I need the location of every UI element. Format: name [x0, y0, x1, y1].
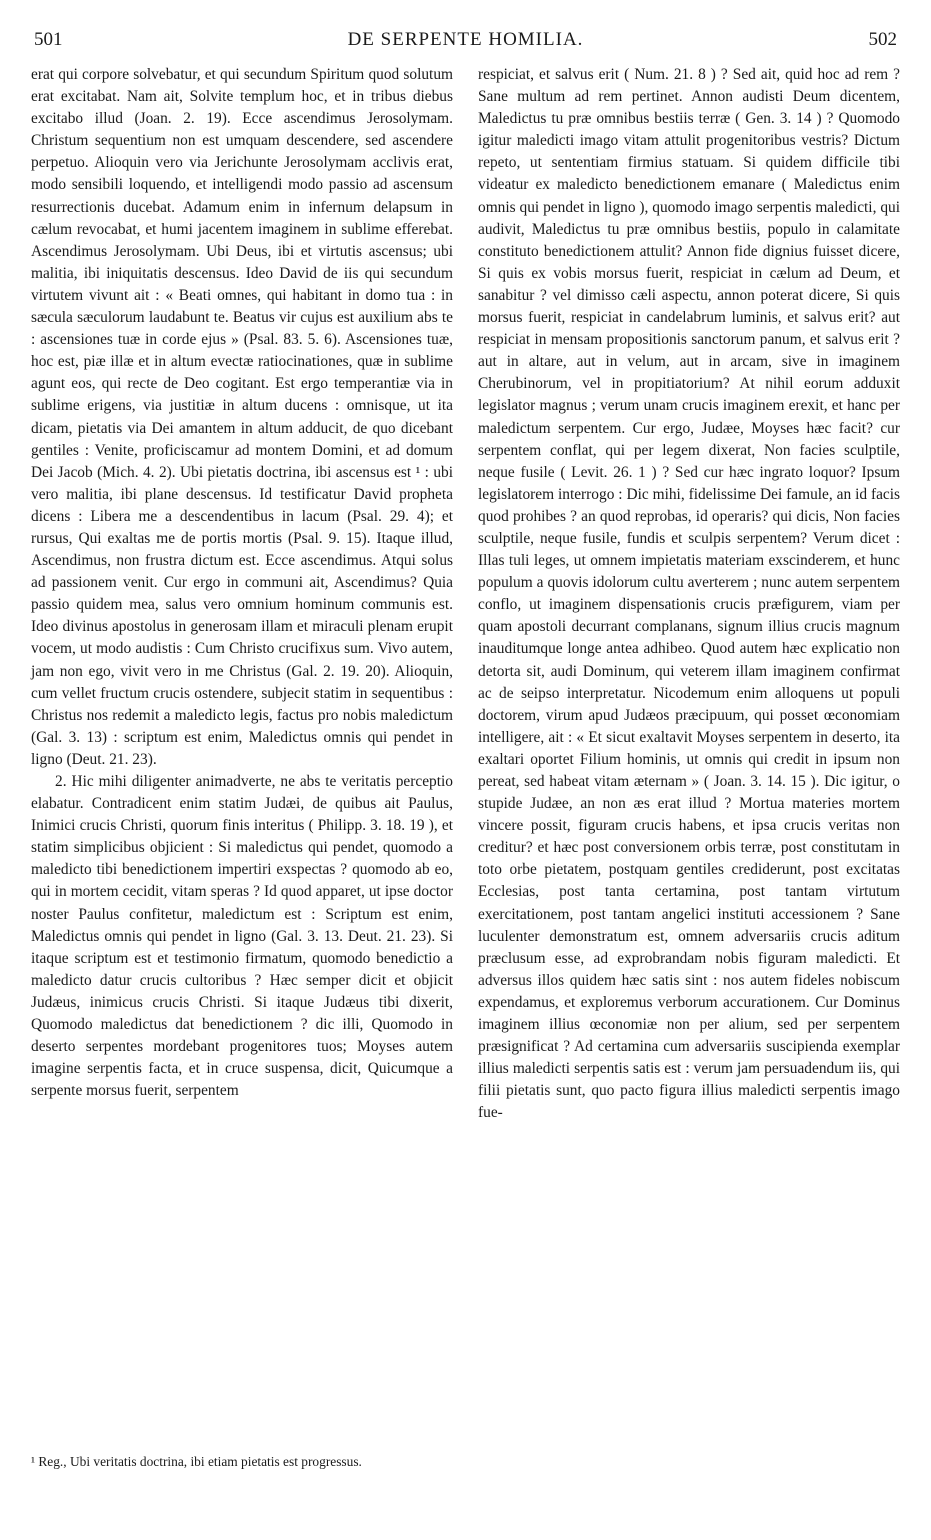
page-number-right: 502	[868, 29, 897, 50]
running-title: DE SERPENTE HOMILIA.	[347, 29, 584, 50]
page-header	[34, 28, 897, 56]
paragraph: erat qui corpore solvebatur, et qui secundum Spiritum quod solutum erat excitabat. Nam ait, Solvite templum hoc, et in tribus diebus excitabo illud (Joan. 2. 19). Ecce ascendimus Jerosolymam. Christum sequentium non est umquam descendere, sed ascendere perpetuo. Alioquin vero via Jerichunte Jerosolymam acclivis erat, modo sensibili loquendo, et intelligendi modo passio ad ascensum resurrectionis ducebat. Adamum enim in infernum delapsum in cælum revocabat, et humi jacentem imaginem in sublime efferebat. Ascendimus Jerosolymam. Ubi Deus, ibi et virtutis ascensus; ubi malitia, ibi iniquitatis descensus. Ideo David de iis qui secundum virtutem vivunt ait : « Beati omnes, qui habitant in domo tua : in sæcula sæculorum laudabunt te. Beatus vir cujus est auxilium abs te : ascensiones tuæ in corde ejus » (Psal. 83. 5. 6). Ascensiones tuæ, hoc est, piæ illæ et in altum evectæ ratiocinationes, quæ in sublime agunt eos, qui recte de Deo cogitant. Est ergo temperantiæ via in sublime erigens, via justitiæ in altum ducens : omnisque, ut ita dicam, pietatis via Dei amantem in altum adducit, de quo dicebant gentiles : Venite, proficiscamur ad montem Domini, et ad domum Dei Jacob (Mich. 4. 2). Ubi pietatis doctrina, ibi ascensus est ¹ : ubi vero malitia, ibi plane descensus. Id testificatur David propheta dicens : Libera me a descendentibus in lacum (Psal. 29. 4); et rursus, Qui exaltas me de portis mortis (Psal. 9. 15). Itaque illud, Ascendimus, non frustra dictum est. Ecce ascendimus. Atqui solus ad passionem venit. Cur ergo in communi ait, Ascendimus? Quia passio quidem mea, salus vero omnium hominum communis est. Ideo divinus apostolus in generosam illam et miraculi plenam erupit vocem, ut modo audistis : Cum Christo crucifixus sum. Vivo autem, jam non ego, vivit vero in me Christus (Gal. 2. 19. 20). Alioquin, cum vellet fructum crucis ostendere, subjecit statim in sequentibus : Christus nos redemit a maledicto legis, factus pro nobis maledictum (Gal. 3. 13) : scriptum est enim, Maledictus omnis qui pendet in ligno (Deut. 21. 23).	[31, 66, 453, 768]
page-number-left: 501	[34, 29, 63, 50]
footnote: ¹ Reg., Ubi veritatis doctrina, ibi etiam pietatis est progressus.	[31, 1454, 362, 1469]
paragraph: respiciat, et salvus erit ( Num. 21. 8 ) ? Sed ait, quid hoc ad rem ? Sane multum ad rem pertinet. Annon audisti Deum dicentem, Maledictus tu præ omnibus bestiis terræ ( Gen. 3. 14 ) ? Quomodo igitur maledicti imago vitam attulit progenitoribus vestris? Dictum repeto, ut sententiam firmius statuam. Si quidem difficile tibi videatur ex maledicto benedictionem emanare ( Maledictus enim omnis qui pendet in ligno ), quomodo imago serpentis maledicti, qui audivit, Maledictus tu præ omnibus bestiis, populo in calamitate constituto benedictionem attulit? Annon fide dignius fuisset dicere, Si quis ex vobis morsus fuerit, respiciat in cælum ad Deum, et sanabitur ? vel dimisso cæli aspectu, annon poterat dicere, Si quis morsus fuerit, respiciat in candelabrum luminis, et salvus erit? aut respiciat in mensam propositionis sanctorum panum, et salvus erit ? aut in altare, aut in velum, aut in arcam, sive in imaginem Cherubinorum, vel in propitiatorium? At nihil eorum adduxit legislator magnus ; verum unam crucis imaginem erexit, et hanc per maledictum serpentem. Cur ergo, Judæe, Moyses hæc facit? cur serpentem conflat, qui per legem dixerat, Non facies sculptile, neque fusile ( Levit. 26. 1 ) ? Sed cur hæc ingrato loquor? Ipsum legislatorem interrogo : Dic mihi, fidelissime Dei famule, an id facis quod prohibes ? an quod reprobas, id operaris? qui dicis, Non facies sculptile, neque fusile, fundis et sculpis serpentem? Verum dicet : Illas tuli leges, ut omnem impietatis materiam exscinderem, et hunc populum a quovis idolorum cultu averterem ; nunc autem serpentem conflo, ut imaginem dispensationis crucis præfigurem, viam per quam apostoli decurrant complanans, signum illius crucis magnum inauditumque longe antea adhibeo. Quod autem hæc explicatio non detorta sit, audi Dominum, qui veterem illam imaginem confirmat ac de seipso interpretatur. Nicodemum enim alloquens ut populi doctorem, virum apud Judæos præcipuum, qui posset œconomiam intelligere, ait : « Et sicut exaltavit Moyses serpentem in deserto, ita exaltari oportet Filium hominis, ut omnis qui credit in ipsum non pereat, sed habeat vitam æternam » ( Joan. 3. 14. 15 ). Dic igitur, o stupide Judæe, an non æs erat illud ? Mortua materies mortem vincere possit, figuram crucis habens, et ipsa crucis veritas non creditur? et hæc post conversionem orbis terræ, post constitutam in toto orbe pietatem, postquam gentiles crediderunt, post excitatas Ecclesias, post tanta certamina, post tantam virtutum exercitationem, post tantam angelici instituti accessionem ? Sane luculenter demonstratum est, omnem adversariis crucis aditum præclusum esse, ad exprobrandam nobis figuram maledicti. Et adversus illos quidem hæc satis sint : nos autem fideles nobiscum expendamus, et exploremus verborum accurationem. Cur Dominus imaginem illius œconomiæ non per alium, sed per serpentem præsignificat ? Ad certamina cum adversariis suscipienda exemplar illius maledicti serpentis satis est : verum jam persuadendum iis, qui filii pietatis sunt, quo pacto figura illius maledicti serpentis imago fue-	[478, 66, 900, 1122]
text-column-left	[31, 64, 453, 1102]
text-column-right	[478, 64, 900, 1125]
paragraph: 2. Hic mihi diligenter animadverte, ne abs te veritatis perceptio elabatur. Contradicent enim statim Judæi, de quibus ait Paulus, Inimici crucis Christi, quorum finis interitus ( Philipp. 3. 18. 19 ), et statim simplicibus objicient : Si maledictus qui pendet, quomodo a maledicto tibi benedictionem impertiri exspectas ? quomodo ab eo, qui in mortem cecidit, vitam speras ? Id quod apparet, ut ipse doctor noster Paulus confitetur, maledictum est : Scriptum est enim, Maledictus omnis qui pendet in ligno (Gal. 3. 13. Deut. 21. 23). Si itaque scriptum est et testimonio firmatum, quomodo benedictio a maledicto datur crucis cultoribus ? Hæc semper dicit et objicit Judæus, inimicus crucis Christi. Si itaque Judæus tibi dixerit, Quomodo maledictus dat benedictionem ? dic illi, Quomodo in deserto serpentes mordebant progenitores tuos; Moyses autem imagine serpentis facta, et in cruce suspensa, dicit, Quicumque a serpente morsus fuerit, serpentem	[31, 773, 453, 1100]
